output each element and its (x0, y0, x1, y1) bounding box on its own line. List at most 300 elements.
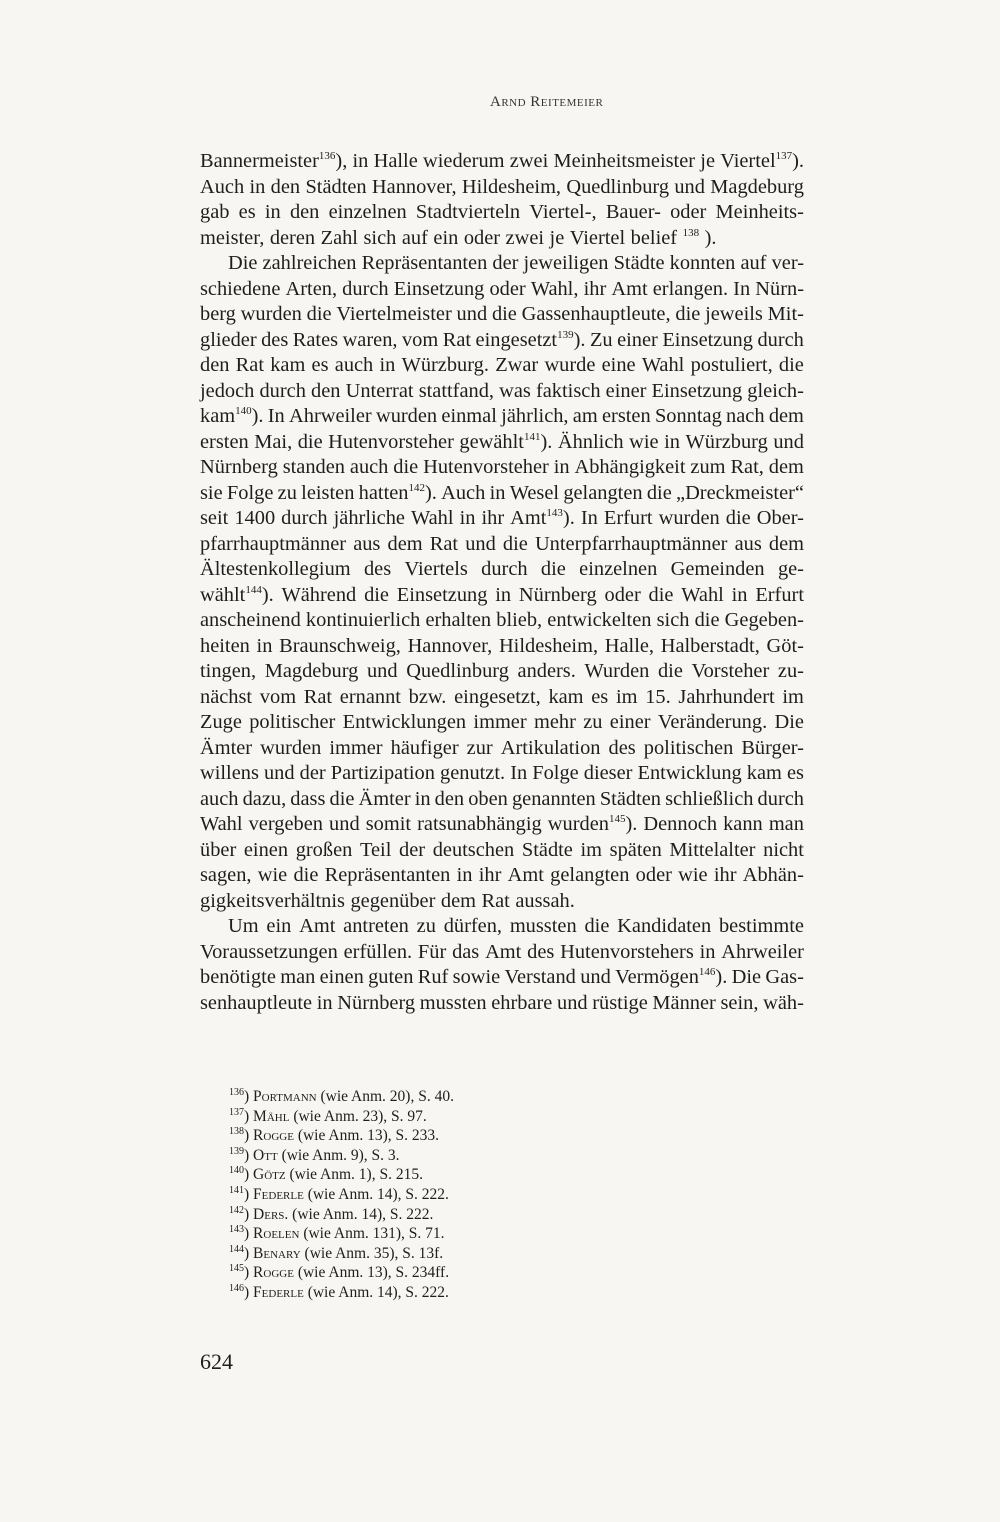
text-line (200, 532, 804, 558)
word: in (664, 430, 680, 453)
word: Hutenvorsteher (328, 430, 454, 453)
word: Hildesheim, (461, 175, 562, 198)
footnote (229, 1283, 454, 1303)
word: Nürnberg (200, 456, 278, 478)
word: Viertel-, (529, 201, 597, 223)
word: und (773, 430, 804, 453)
word: und (674, 175, 705, 198)
word: ge- (777, 558, 804, 580)
footnote-reference: 141 (523, 430, 541, 443)
word: politischer (249, 711, 336, 733)
word: die (648, 583, 674, 606)
word: Rat (429, 532, 459, 555)
word: deutschen (432, 838, 515, 861)
footnote-paren: ) (244, 1166, 254, 1184)
word: Ober- (756, 507, 804, 529)
footnote-reference: 142 (408, 481, 425, 494)
word: Wahl (411, 507, 454, 529)
word: eine (601, 354, 636, 376)
word: Bürger- (741, 736, 804, 759)
word: Quedlinburg (566, 175, 670, 198)
word: zu- (777, 660, 804, 682)
word: Städte (521, 838, 573, 861)
word: Amt (507, 864, 544, 886)
word: berg (200, 303, 236, 325)
word: durch (259, 379, 306, 402)
word: Abhän- (742, 864, 804, 886)
footnotes (229, 1087, 454, 1303)
text-line (200, 277, 804, 303)
word: sie (200, 481, 223, 504)
word: im (580, 838, 603, 861)
word: im (615, 685, 638, 708)
word: Ältestenkollegium (200, 558, 351, 580)
footnote-author: Rogge (253, 1127, 294, 1145)
word: großen (295, 838, 353, 861)
footnote-paren: ) (244, 1244, 254, 1262)
word: die (584, 915, 610, 937)
word: die (491, 303, 517, 325)
footnote-number: 138 (229, 1126, 244, 1138)
word: heiten (200, 634, 250, 657)
footnote-reference: 137 (775, 150, 793, 163)
text-line (200, 812, 804, 838)
word: bestimmte (718, 915, 804, 937)
word: auf (740, 252, 767, 274)
text-line (200, 251, 804, 277)
word: Die (731, 966, 762, 988)
word: durch (757, 328, 804, 351)
word: Vermögen (615, 966, 699, 988)
word: bzw. (408, 685, 447, 708)
word: Rat, (730, 456, 764, 478)
footnote-reference: 143 (546, 507, 563, 520)
footnote-number: 137 (229, 1106, 244, 1118)
word: der (399, 838, 426, 861)
word: Entwicklungen (342, 711, 467, 733)
word-with-note (359, 481, 437, 507)
word-with-note (720, 149, 804, 175)
word: ein (433, 226, 459, 249)
footnote-ref: (wie Anm. 1), S. 215. (289, 1166, 423, 1184)
word: späten (609, 838, 662, 861)
footnote (229, 1244, 454, 1264)
word: Viertels (404, 558, 468, 580)
word: und (465, 532, 496, 555)
footnote-author: Rogge (253, 1264, 294, 1282)
word: Partizipation (330, 762, 435, 784)
word: willens (200, 762, 259, 784)
word: in (456, 864, 473, 886)
word: Göt- (766, 634, 804, 657)
footnote-number: 140 (229, 1165, 244, 1177)
word: es (311, 354, 329, 376)
word: dass (290, 787, 326, 810)
word: einen (243, 838, 289, 861)
text-line (200, 889, 804, 915)
footnote-number: 145 (229, 1263, 244, 1275)
word: Bauer- (605, 201, 661, 223)
footnote (229, 1165, 454, 1185)
word: In (510, 762, 528, 784)
word: Zwar (495, 354, 539, 376)
word: sich (363, 226, 397, 249)
word: kam (746, 762, 782, 784)
word: oder (489, 277, 526, 300)
word: zwei (509, 150, 549, 172)
word: am (572, 405, 598, 427)
word: kontinuierlich (305, 609, 421, 631)
word: dem (768, 532, 804, 555)
word: Arten, (285, 277, 338, 300)
word: es (591, 685, 609, 708)
word: meister, (200, 226, 265, 249)
word: Einsetzung (662, 328, 753, 351)
word: dazu, (242, 787, 287, 810)
footnote-number: 136 (229, 1086, 244, 1098)
footnote-paren: ) (244, 1205, 254, 1223)
word: guten (368, 966, 414, 988)
word: man (768, 813, 804, 835)
word: der (299, 762, 326, 784)
word: Wahl (200, 813, 243, 835)
word: Die (228, 252, 258, 274)
word: wählt (200, 583, 246, 606)
word: Rates (292, 328, 339, 351)
footnote-paren: ) (244, 1283, 254, 1301)
footnote-ref: (wie Anm. 9), S. 3. (281, 1146, 400, 1164)
word: und (329, 813, 360, 835)
word: gegenüber (350, 889, 436, 912)
word: schließlich (665, 787, 754, 810)
footnote-ref: (wie Anm. 13), S. 234ff. (297, 1264, 450, 1282)
footnote (229, 1205, 454, 1225)
footnote-ref: (wie Anm. 13), S. 233. (297, 1127, 440, 1145)
word: die (306, 303, 332, 325)
word: Rat (481, 889, 510, 912)
word: die (540, 558, 566, 580)
footnote-reference: 136 (318, 150, 336, 163)
word: in (249, 175, 266, 198)
word: den (434, 787, 465, 810)
text-line (200, 940, 804, 966)
body-text (200, 149, 804, 1016)
page-number: 624 (200, 1349, 233, 1374)
word: einzelnen (579, 558, 658, 580)
word: genutzt. (440, 762, 506, 784)
text-line (200, 328, 804, 354)
word: Für (417, 940, 447, 963)
word: dürfen, (443, 915, 503, 937)
word: Männer (652, 991, 716, 1014)
word: vom (401, 328, 439, 351)
word: den (311, 379, 341, 402)
text-line (200, 481, 804, 507)
word: und (263, 762, 295, 784)
word: mussten (509, 915, 577, 937)
word: Rat (442, 328, 472, 351)
word: Viertel (569, 226, 626, 249)
word: und (557, 991, 588, 1014)
word: Meinheits- (715, 201, 804, 223)
footnote-author: Mähl (253, 1107, 290, 1125)
word: Auch (441, 481, 486, 504)
word: kam (270, 354, 306, 376)
word: Quedlinburg (406, 660, 509, 682)
word: Ämter (200, 736, 253, 759)
footnote (229, 1146, 454, 1166)
word: zur (466, 736, 493, 759)
word: wurden (547, 813, 609, 835)
footnote-ref: (wie Anm. 35), S. 13f. (304, 1244, 444, 1262)
word: durch (481, 558, 528, 580)
word: Hannover, (371, 175, 457, 198)
word: die (778, 354, 804, 376)
word: gleich- (747, 379, 804, 402)
word-with-note (548, 812, 638, 838)
word: Hutenvorsteher (423, 456, 549, 478)
word: Mai, (254, 430, 293, 453)
word: und (366, 660, 398, 682)
footnote-author: Federle (253, 1185, 304, 1203)
word: auf (401, 226, 428, 249)
footnote-paren: ) (244, 1146, 254, 1164)
footnote-author: Ott (253, 1146, 278, 1164)
word: eingesetzt, (454, 685, 541, 708)
footnote-author: Roelen (253, 1225, 300, 1243)
footnote-paren: ) (244, 1185, 254, 1203)
word: in (316, 991, 333, 1014)
word: Artikulation (500, 736, 601, 759)
word: die (502, 532, 528, 555)
word: je (700, 150, 715, 172)
word: dieser (583, 762, 633, 784)
word: Nürnberg (337, 991, 416, 1014)
word: kann (723, 813, 763, 835)
word: dem (768, 456, 804, 478)
word: stattfand, (418, 379, 494, 402)
word: Hannover, (407, 634, 493, 657)
footnote-number: 143 (229, 1224, 244, 1235)
word: Gemeinden (670, 558, 765, 580)
text-line (200, 200, 804, 226)
word: Unterpfarrhauptmänner (534, 532, 728, 555)
word: wurden (260, 736, 322, 759)
word: Viertelmeister (336, 303, 452, 325)
word: gelangten (563, 481, 643, 504)
footnote (229, 1263, 454, 1283)
word: somit (365, 813, 412, 835)
footnote-author: Ders. (253, 1205, 289, 1223)
word: kam (200, 405, 236, 427)
word: Vorsteher (691, 660, 770, 682)
text-line (200, 736, 804, 762)
word: Repräsentanten (361, 252, 488, 274)
text-line (200, 506, 804, 532)
word: jeweiligen (523, 252, 609, 274)
word-with-note (631, 226, 722, 252)
text-line (200, 149, 804, 175)
footnote (229, 1087, 454, 1107)
word: politischen (643, 736, 734, 759)
word: Jahrhundert (678, 685, 775, 708)
word: dem (387, 532, 423, 555)
word: Voraussetzungen (200, 940, 338, 963)
text-line (200, 991, 804, 1017)
footnote-number: 142 (229, 1204, 244, 1216)
footnote-ref: (wie Anm. 14), S. 222. (307, 1185, 449, 1203)
word: senhauptleute (200, 991, 313, 1014)
word: Nürnberg (518, 583, 597, 606)
word: sich (656, 609, 690, 631)
word: gigkeitsverhältnis (200, 889, 345, 912)
word: einmal (441, 405, 497, 427)
footnote-paren: ) (244, 1127, 254, 1145)
word: Erfurt (755, 583, 804, 606)
word: zu (416, 915, 436, 937)
word: anders. (517, 660, 576, 682)
word: zu (277, 481, 297, 504)
word: ). (562, 507, 575, 529)
word-with-note (200, 404, 264, 430)
word: 15. (645, 685, 671, 708)
word: wurden (375, 405, 438, 427)
word: dem (768, 405, 804, 427)
text-line (200, 583, 804, 609)
word: die (297, 430, 323, 453)
word: Ruf (417, 966, 449, 988)
word: oder (604, 583, 641, 606)
word: Städten (599, 787, 662, 810)
footnote-number: 144 (229, 1243, 244, 1255)
word: aus (734, 532, 762, 555)
word: Rat (235, 354, 264, 376)
word: gelangten (550, 864, 630, 886)
word: ernannt (339, 685, 401, 708)
running-head: Arnd Reitemeier (490, 94, 604, 110)
word: die (329, 787, 355, 810)
word: Ahrweiler (721, 940, 804, 963)
word: Braunschweig, (279, 634, 401, 657)
word: mehr (533, 711, 576, 733)
word: durch (342, 277, 389, 300)
word: tingen, (200, 660, 257, 682)
word: Kandidaten (617, 915, 712, 937)
word: erlangen. (652, 277, 729, 300)
word: oder (463, 226, 501, 249)
word: auch (200, 787, 239, 810)
word: wie (629, 430, 659, 453)
word: aussah. (515, 889, 575, 912)
word-with-note (510, 506, 575, 532)
text-line (200, 353, 804, 379)
word: ihr (713, 864, 737, 886)
word: wiederum (423, 150, 505, 172)
word: in (459, 507, 476, 529)
word: „Dreckmeister“ (676, 481, 804, 504)
word: oben (468, 787, 508, 810)
word: Zuge (200, 711, 242, 733)
word: den (200, 354, 230, 376)
text-line (200, 965, 804, 991)
word: ihr (478, 864, 502, 886)
word: oder (635, 864, 672, 886)
footnote (229, 1107, 454, 1127)
word: die (646, 481, 672, 504)
text-line (200, 863, 804, 889)
word: sowie (452, 966, 501, 988)
word: ). (540, 430, 553, 453)
word: ersten (601, 405, 651, 427)
footnote (229, 1126, 454, 1146)
word: jährliche (333, 507, 405, 529)
word: sein, (720, 991, 759, 1014)
word: Zu (589, 328, 613, 351)
word: ). (424, 481, 437, 504)
word: die (657, 660, 683, 682)
footnote-reference: 144 (245, 583, 262, 596)
word: Folge (532, 762, 579, 784)
text-line (200, 634, 804, 660)
word: Nürn- (755, 277, 804, 300)
word: den (289, 201, 320, 223)
word: konnten (669, 252, 736, 274)
word: sagen, (200, 864, 252, 886)
word: in (414, 787, 431, 810)
word: Erfurt (603, 507, 653, 529)
footnote-paren: ) (244, 1225, 254, 1243)
word: glieder (200, 328, 257, 351)
word: Folge (226, 481, 274, 504)
word: ). (792, 150, 804, 172)
word: ). (261, 583, 274, 606)
footnote-reference: 139 (557, 328, 574, 341)
word: Magdeburg (264, 660, 359, 682)
word: in (264, 201, 281, 223)
word: die (725, 507, 751, 529)
text-line (200, 608, 804, 634)
footnote-author: Götz (253, 1166, 286, 1184)
word: das (452, 940, 480, 963)
word-with-note (459, 430, 552, 456)
word: Städten (305, 175, 367, 198)
word: Hutenvorstehers (560, 940, 694, 963)
word: den (270, 175, 301, 198)
word-with-note (200, 583, 274, 609)
word-with-note (615, 965, 727, 991)
word: Sonntag (654, 405, 722, 427)
word: die (675, 303, 701, 325)
word: wie (257, 864, 288, 886)
word: einer (617, 328, 658, 351)
word: postuliert, (690, 354, 773, 376)
word: rüstige (592, 991, 648, 1014)
word-with-note (200, 149, 347, 175)
footnote-ref: (wie Anm. 14), S. 222. (307, 1283, 449, 1301)
word: Viertel (720, 150, 776, 172)
word: Auch (200, 175, 245, 198)
footnote-paren: ) (244, 1264, 254, 1282)
word: oder (670, 201, 707, 223)
word: 1400 (234, 507, 276, 529)
word: ehrbare (491, 991, 553, 1014)
footnote-reference: 145 (608, 813, 626, 826)
word: Ämter (358, 787, 411, 810)
word: nicht (763, 838, 804, 861)
word: Einsetzung (393, 277, 485, 300)
word: entwickelten (547, 609, 652, 631)
word: die (364, 583, 389, 606)
